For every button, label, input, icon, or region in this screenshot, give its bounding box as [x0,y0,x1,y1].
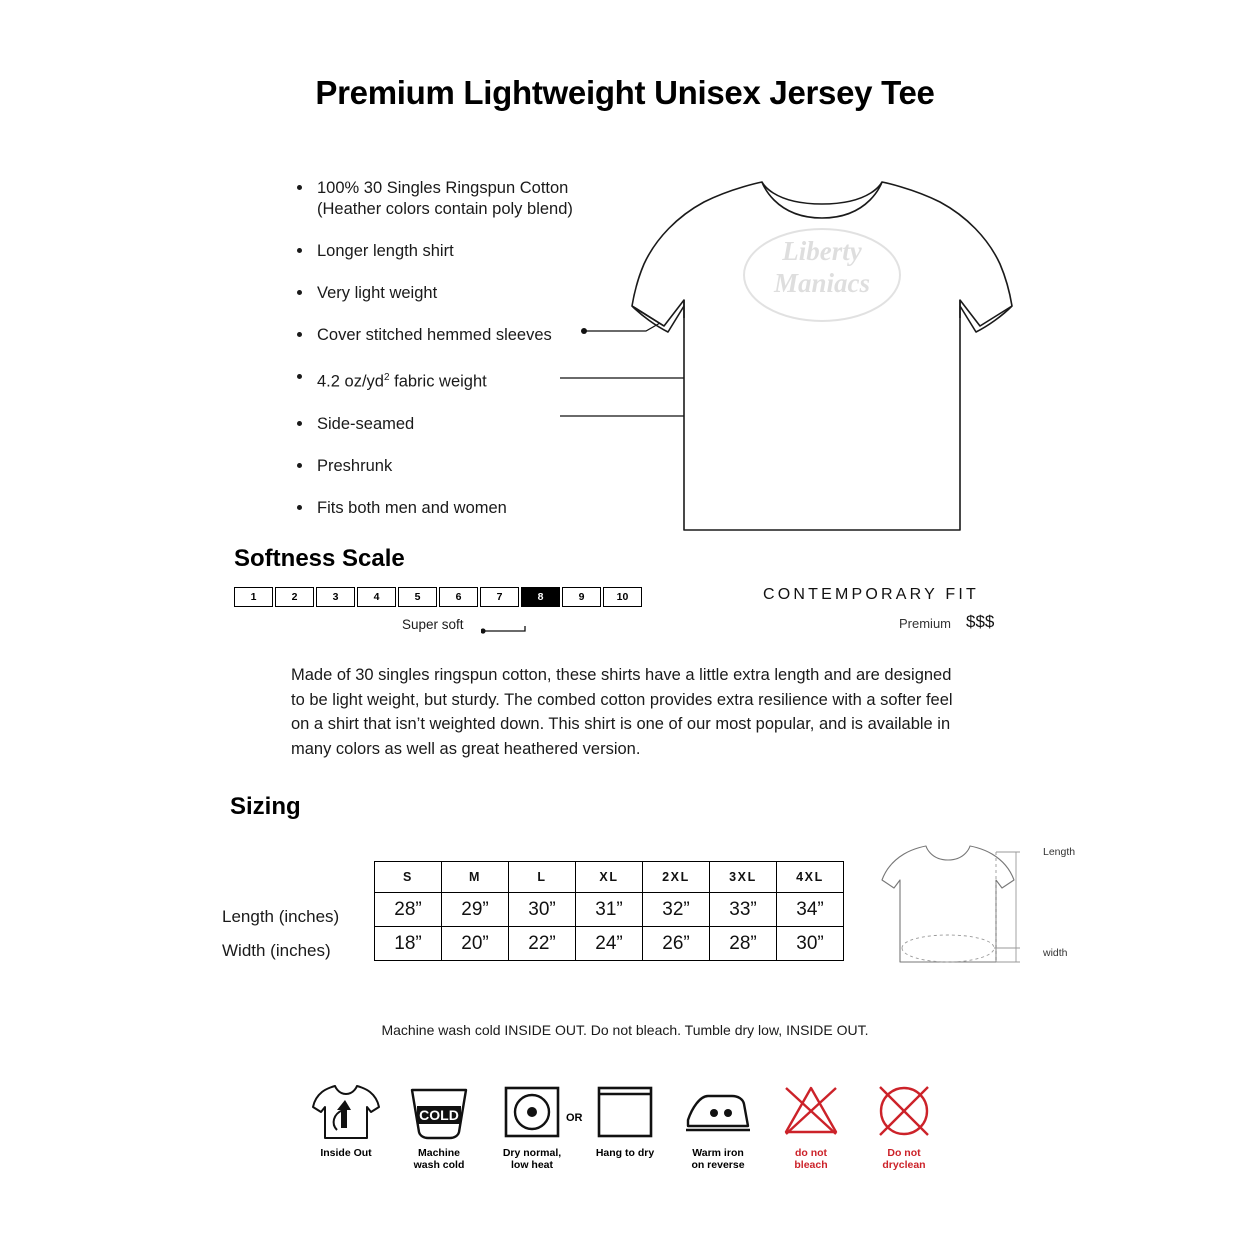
cell-length: 28” [375,893,442,927]
scale-cell: 5 [398,587,437,607]
list-item [297,456,637,477]
list-item [297,325,637,346]
list-item [297,178,637,220]
softness-heading: Softness Scale [234,545,405,572]
list-item [297,414,637,435]
svg-text:Liberty: Liberty [782,236,862,266]
scale-cell: 3 [316,587,355,607]
bullet-icon [297,374,302,379]
column-header: XL [576,862,643,893]
bullet-icon [297,421,302,426]
column-header: 4XL [777,862,844,893]
sizing-table [374,861,844,961]
table-header-row [375,862,844,893]
row-label-length: Length (inches) [222,907,340,926]
tumble-dry-low-icon [491,1081,573,1141]
super-soft-label: Super soft [402,617,464,632]
super-soft-pointer-icon [481,626,530,636]
diagram-length-label: Length [1043,846,1076,858]
do-not-dryclean-icon [863,1081,945,1141]
cell-length: 29” [442,893,509,927]
care-item-dry-low [491,1081,573,1171]
product-description: Made of 30 singles ringspun cotton, these shirts have a little extra length and are designed to be light weight, but sturdy. The combed cotton provides extra resilience with a softer feel on a shirt that isn’t weighted down. This shirt is one of our most popular, and is available in many colors as well as great heathered version. [291,666,953,758]
column-header: 3XL [710,862,777,893]
cell-length: 31” [576,893,643,927]
column-header: 2XL [643,862,710,893]
feature-text: 100% 30 Singles Ringspun Cotton [317,179,569,197]
feature-superscript: 2 [383,372,390,383]
care-item-machine-wash [398,1081,480,1171]
or-separator-label: OR [566,1112,583,1124]
hang-to-dry-icon [584,1081,666,1141]
feature-text: Very light weight [317,284,438,302]
feature-text: Cover stitched hemmed sleeves [317,326,552,344]
svg-text:Maniacs: Maniacs [773,268,871,298]
care-item-no-bleach [770,1081,852,1171]
care-caption: Warm iron on reverse [691,1147,745,1171]
cell-length: 32” [643,893,710,927]
table-row [375,893,844,927]
table-row [375,927,844,961]
feature-text-after: fabric weight [389,372,487,391]
bullet-icon [297,505,302,510]
care-item-warm-iron [677,1081,759,1171]
list-item [297,367,637,393]
care-item-no-dryclean [863,1081,945,1171]
care-instructions-text: Machine wash cold INSIDE OUT. Do not bleach. Tumble dry low, INSIDE OUT. [381,1022,869,1038]
scale-cell: 10 [603,587,642,607]
fit-label: CONTEMPORARY FIT [763,586,979,603]
list-item [297,283,637,304]
scale-cell: 2 [275,587,314,607]
feature-text: Side-seamed [317,414,415,433]
warm-iron-icon [677,1081,759,1141]
scale-cell-active: 8 [521,587,560,607]
cell-length: 34” [777,893,844,927]
care-item-inside-out [305,1081,387,1159]
bullet-icon [297,290,302,295]
feature-text: Preshrunk [317,456,393,475]
feature-text: Fits both men and women [317,498,507,517]
sizing-heading: Sizing [230,793,301,820]
feature-list [297,178,637,540]
scale-cell: 1 [234,587,273,607]
care-caption: do not bleach [794,1147,828,1171]
bullet-icon [297,332,302,337]
svg-text:COLD: COLD [419,1107,459,1123]
scale-cell: 9 [562,587,601,607]
premium-label: Premium [899,616,952,631]
cell-width: 20” [442,927,509,961]
bullet-icon [297,185,302,190]
page-title: Premium Lightweight Unisex Jersey Tee [315,74,935,111]
do-not-bleach-icon [770,1081,852,1141]
price-tier: $$$ [966,612,995,631]
sizing-row-labels [222,900,339,968]
cell-width: 30” [777,927,844,961]
bullet-icon [297,463,302,468]
cell-width: 28” [710,927,777,961]
column-header: M [442,862,509,893]
feature-text: 4.2 oz/yd [317,372,384,391]
machine-wash-cold-icon [398,1081,480,1141]
cell-width: 24” [576,927,643,961]
column-header: S [375,862,442,893]
cell-width: 22” [509,927,576,961]
softness-scale [234,587,644,607]
scale-cell: 6 [439,587,478,607]
diagram-width-label: width [1043,947,1068,959]
scale-cell: 4 [357,587,396,607]
measurement-diagram-icon [868,836,1028,981]
column-header: L [509,862,576,893]
list-item [297,498,637,519]
cell-length: 30” [509,893,576,927]
cell-length: 33” [710,893,777,927]
care-icon-row [305,1081,945,1171]
care-item-hang-dry [584,1081,666,1159]
scale-cell: 7 [480,587,519,607]
row-label-width: Width (inches) [222,941,331,960]
feature-subtext: (Heather colors contain poly blend) [317,200,573,218]
inside-out-icon [305,1081,387,1141]
care-caption: Do not dryclean [882,1147,926,1171]
care-caption: Inside Out [320,1147,372,1159]
tshirt-illustration [612,160,1032,560]
list-item [297,241,637,262]
bullet-icon [297,248,302,253]
care-caption: Hang to dry [595,1147,655,1159]
care-caption: Machine wash cold [413,1147,465,1171]
cell-width: 26” [643,927,710,961]
care-caption: Dry normal, low heat [502,1147,562,1171]
feature-text: Longer length shirt [317,242,454,260]
cell-width: 18” [375,927,442,961]
